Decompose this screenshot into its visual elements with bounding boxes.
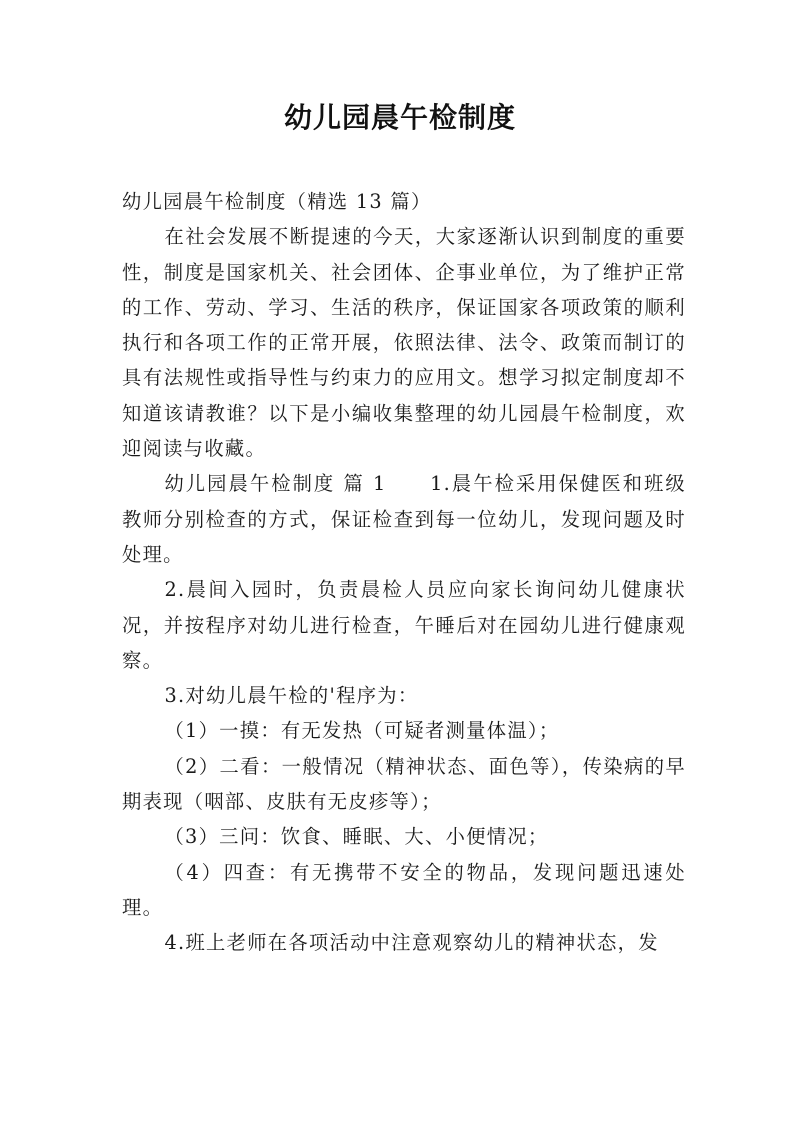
check-step-look: （2）二看：一般情况（精神状态、面色等），传染病的早期表现（咽部、皮肤有无皮疹等）； <box>122 754 686 814</box>
check-step-inspect: （4）四查：有无携带不安全的物品，发现问题迅速处理。 <box>122 860 686 919</box>
section-1-item-2: 2.晨间入园时，负责晨检人员应向家长询问幼儿健康状况，并按程序对幼儿进行检查，午睡后对在园幼儿进行健康观察。 <box>122 578 686 672</box>
check-step-ask: （3）三问：饮食、睡眠、大、小便情况； <box>164 825 549 849</box>
section-1-item-1: 幼儿园晨午检制度 篇 1 1.晨午检采用保健医和班级教师分别检查的方式，保证检查到每一位幼儿，发现问题及时处理。 <box>122 472 686 566</box>
intro-paragraph: 在社会发展不断提速的今天，大家逐渐认识到制度的重要性，制度是国家机关、社会团体、企事业单位，为了维护正常的工作、劳动、学习、生活的秩序，保证国家各项政策的顺利执行和各项工作的正常开展，依照法律、法令、政策而制订的具有法规性或指导性与约束力的应用文。想学习拟定制度却不知道该请教谁？以下是小编收集整理的幼儿园晨午检制度，欢迎阅读与收藏。 <box>122 225 686 461</box>
document-title: 幼儿园晨午检制度 <box>283 101 516 134</box>
check-step-touch: （1）一摸：有无发热（可疑者测量体温）； <box>164 719 560 743</box>
section-1-item-4: 4.班上老师在各项活动中注意观察幼儿的精神状态，发 <box>164 931 659 955</box>
document-subtitle: 幼儿园晨午检制度（精选 13 篇） <box>122 190 432 213</box>
document-body <box>122 184 686 961</box>
section-1-item-3: 3.对幼儿晨午检的'程序为： <box>164 684 419 708</box>
